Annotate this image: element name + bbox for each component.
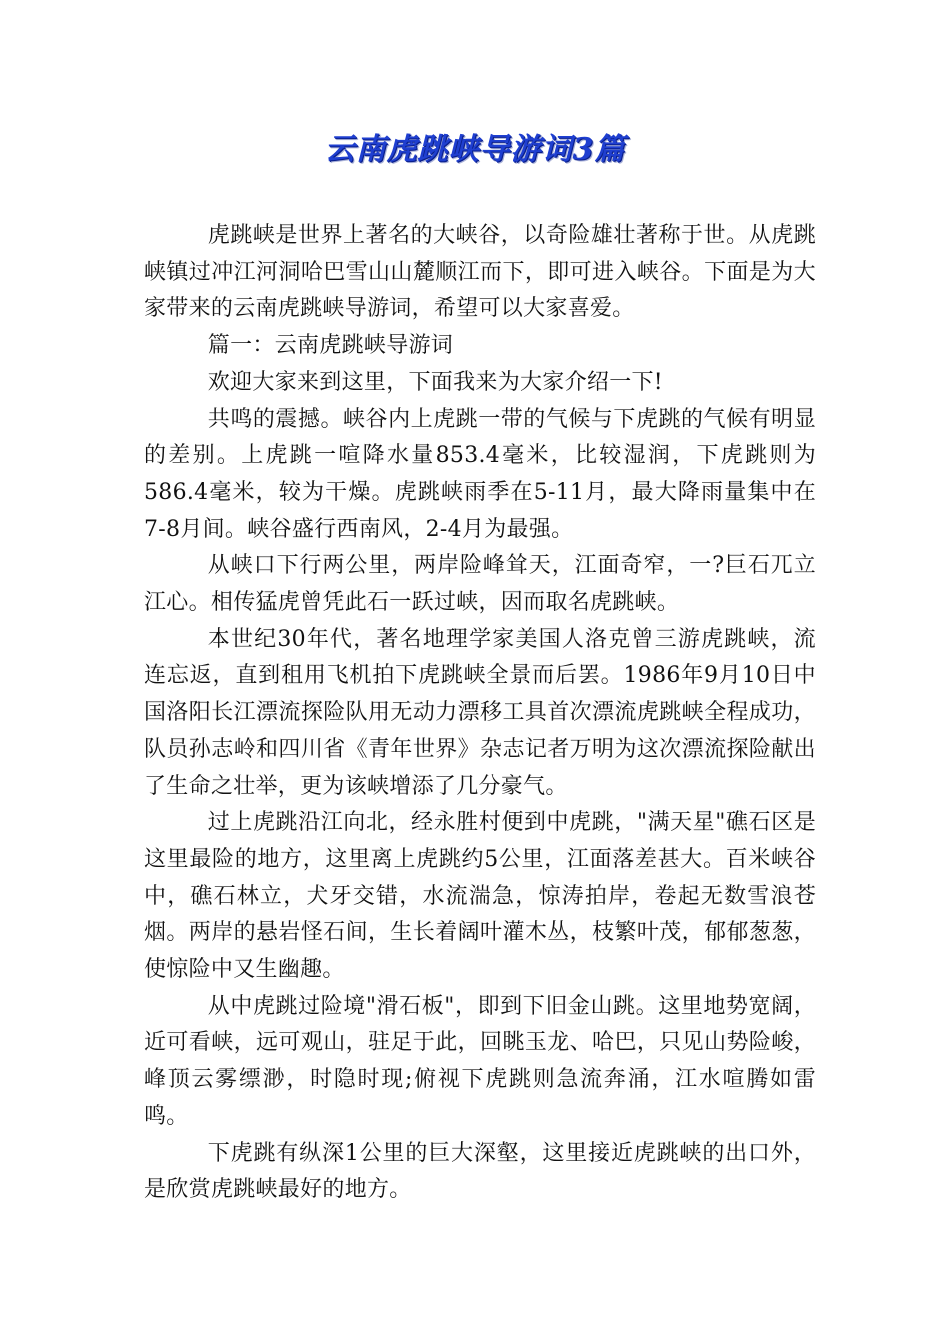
paragraph-climate: 共鸣的震撼。峡谷内上虎跳一带的气候与下虎跳的气候有明显的差别。上虎跳一喧降水量853.4毫米，比较湿润，下虎跳则为586.4毫米，较为干燥。虎跳峡雨季在5-11月，最大降雨量集中在7-8月间。峡谷盛行西南风，2-4月为最强。 — [144, 406, 816, 542]
paragraph-history: 本世纪30年代，著名地理学家美国人洛克曾三游虎跳峡，流连忘返，直到租用飞机拍下虎跳峡全景而后罢。1986年9月10日中国洛阳长江漂流探险队用无动力漂移工具首次漂流虎跳峡全程成功，队员孙志岭和四川省《青年世界》杂志记者万明为这次漂流探险献出了生命之壮举，更为该峡增添了几分豪气。 — [144, 626, 816, 799]
paragraph-intro: 虎跳峡是世界上著名的大峡谷，以奇险雄壮著称于世。从虎跳峡镇过冲江河洞哈巴雪山山麓顺江而下，即可进入峡谷。下面是为大家带来的云南虎跳峡导游词，希望可以大家喜爱。 — [144, 223, 816, 322]
document-title: 云南虎跳峡导游词3篇 — [324, 132, 626, 167]
paragraph-gorge-entrance: 从峡口下行两公里，两岸险峰耸天，江面奇窄，一?巨石兀立江心。相传猛虎曾凭此石一跃过峡，因而取名虎跳峡。 — [144, 553, 816, 616]
document-body — [144, 218, 816, 1209]
paragraph-ravine: 下虎跳有纵深1公里的巨大深壑，这里接近虎跳峡的出口外，是欣赏虎跳峡最好的地方。 — [144, 1140, 816, 1203]
paragraph-welcome: 欢迎大家来到这里，下面我来为大家介绍一下! — [207, 369, 663, 395]
paragraph-section-heading: 篇一：云南虎跳峡导游词 — [207, 333, 454, 359]
paragraph-middle-tiger-leap: 过上虎跳沿江向北，经永胜村便到中虎跳，"满天星"礁石区是这里最险的地方，这里离上虎跳约5公里，江面落差甚大。百米峡谷中，礁石林立，犬牙交错，水流湍急，惊涛拍岸，卷起无数雪浪苍烟。两岸的悬岩怪石间，生长着阔叶灌木丛，枝繁叶茂，郁郁葱葱，使惊险中又生幽趣。 — [144, 810, 816, 983]
paragraph-lower-tiger-leap: 从中虎跳过险境"滑石板"，即到下旧金山跳。这里地势宽阔，近可看峡，远可观山，驻足于此，回眺玉龙、哈巴，只见山势险峻，峰顶云雾缥渺，时隐时现;俯视下虎跳则急流奔涌，江水喧腾如雷鸣。 — [144, 993, 816, 1129]
